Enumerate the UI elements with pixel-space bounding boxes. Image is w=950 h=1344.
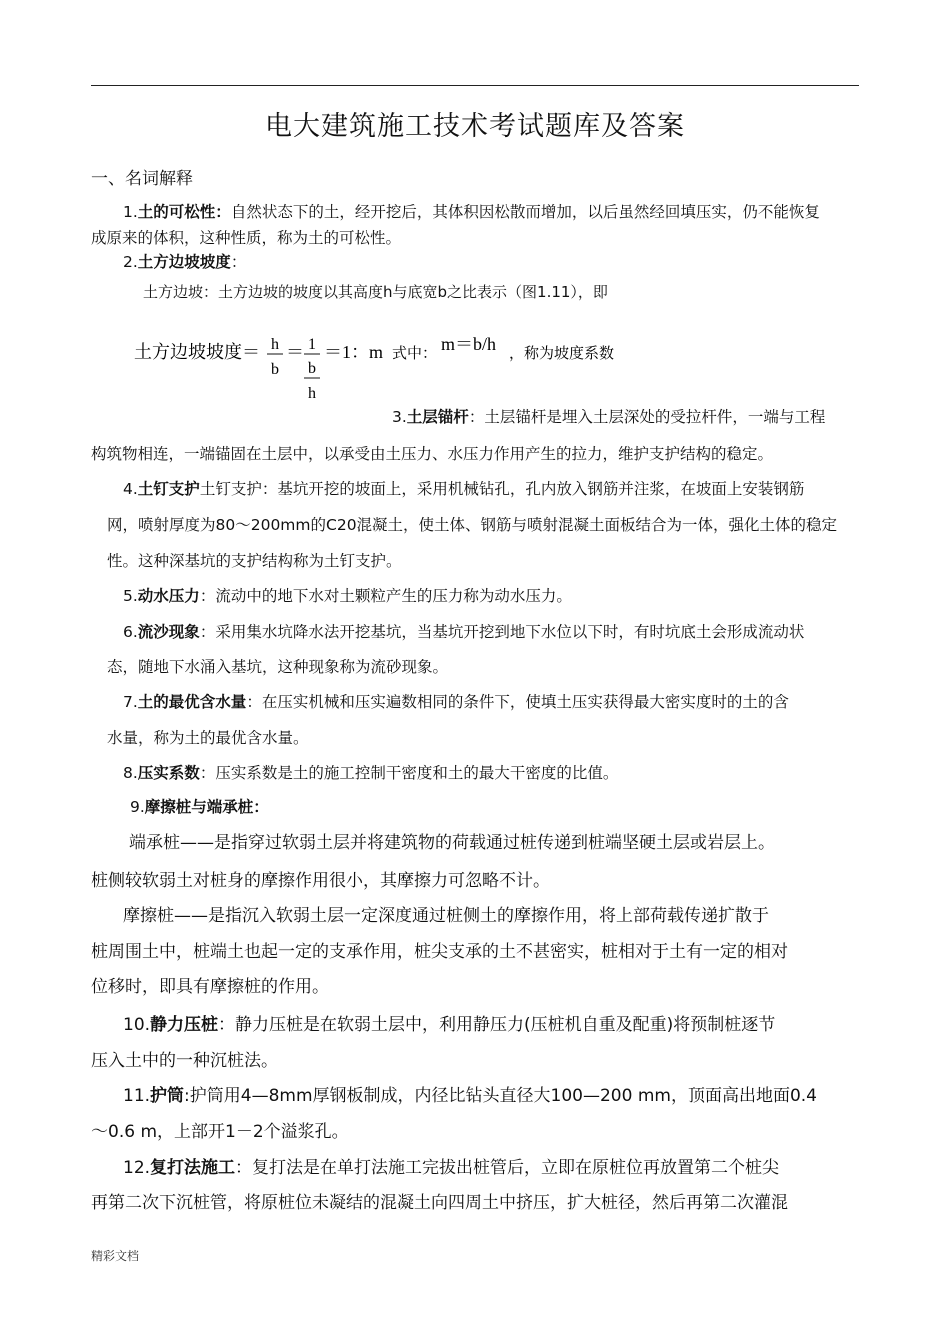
term-4-cont: 网，喷射厚度为80～200mm的C20混凝土，使土体、钢筋与喷射混凝土面板结合为一体，强化土体的稳定 — [107, 516, 838, 534]
item-number: 12. — [123, 1158, 151, 1178]
term-text: 土钉支护：基坑开挖的坡面上，采用机械钻孔，孔内放入钢筋并注浆，在坡面上安装钢筋 — [199, 480, 805, 498]
term-text: ：土层锚杆是埋入土层深处的受拉杆件，一端与工程 — [468, 408, 826, 426]
section-heading: 一、名词解释 — [91, 169, 193, 189]
term-text: ：复打法是在单打法施工完拔出桩管后，立即在原桩位再放置第二个桩尖 — [235, 1158, 780, 1178]
term-title: 动水压力 — [137, 587, 200, 605]
term-9-p1: 端承桩——是指穿过软弱土层并将建筑物的荷载通过桩传递到桩端坚硬土层或岩层上。 — [129, 833, 775, 853]
term-9-p2-cont: 桩周围土中，桩端土也起一定的支承作用，桩尖支承的土不甚密实，桩相对于土有一定的相对 — [91, 942, 788, 962]
term-9-p2-cont: 位移时，即具有摩擦桩的作用。 — [91, 977, 329, 997]
term-colon: ： — [230, 253, 247, 271]
item-number: 7. — [123, 693, 138, 711]
term-7-cont: 水量，称为土的最优含水量。 — [107, 729, 309, 747]
term-title: 土方边坡坡度 — [137, 253, 231, 271]
frac2-num: 1 — [308, 336, 316, 353]
item-number: 5. — [123, 587, 138, 605]
formula-tail: ，称为坡度系数 — [509, 344, 615, 362]
term-text: ：采用集水坑降水法开挖基坑，当基坑开挖到地下水位以下时，有时坑底土会形成流动状 — [199, 623, 805, 641]
term-text: ：压实系数是土的施工控制干密度和土的最大干密度的比值。 — [199, 764, 619, 782]
term-text: 自然状态下的土，经开挖后，其体积因松散而增加，以后虽然经回填压实，仍不能恢复 — [230, 203, 820, 221]
term-10 — [123, 1010, 775, 1035]
item-number: 8. — [123, 764, 138, 782]
term-12 — [123, 1153, 779, 1178]
term-4 — [123, 477, 804, 499]
formula-eq: ＝ — [286, 342, 304, 362]
term-2 — [123, 250, 246, 272]
term-2-text: 土方边坡：土方边坡的坡度以其高度h与底宽b之比表示（图1.11），即 — [143, 283, 608, 301]
term-title: 土钉支护 — [137, 480, 200, 498]
item-number: 9. — [130, 798, 145, 816]
slope-formula — [134, 326, 654, 406]
page-title: 电大建筑施工技术考试题库及答案 — [265, 111, 685, 142]
item-number: 11. — [123, 1086, 151, 1106]
term-3-cont: 构筑物相连，一端锚固在土层中，以承受由土压力、水压力作用产生的拉力，维护支护结构的稳定。 — [91, 445, 774, 463]
term-6-cont: 态，随地下水涌入基坑，这种现象称为流砂现象。 — [107, 658, 449, 676]
item-number: 6. — [123, 623, 138, 641]
item-number: 4. — [123, 480, 138, 498]
term-4-cont: 性。这种深基坑的支护结构称为土钉支护。 — [107, 552, 402, 570]
term-9-p1-cont: 桩侧较软弱土对桩身的摩擦作用很小，其摩擦力可忽略不计。 — [91, 871, 550, 891]
term-1-cont: 成原来的体积，这种性质，称为土的可松性。 — [91, 229, 402, 247]
term-title: 土层锚杆 — [406, 408, 469, 426]
formula-right: ＝1：m — [324, 342, 384, 362]
term-text: ：静力压桩是在软弱土层中，利用静压力(压桩机自重及配重)将预制桩逐节 — [218, 1015, 776, 1035]
term-title: 静力压桩 — [150, 1015, 219, 1035]
term-5 — [123, 584, 572, 606]
formula-m: m＝b/h — [441, 334, 497, 354]
item-number: 3. — [392, 408, 407, 426]
term-title: 复打法施工 — [150, 1158, 236, 1178]
term-10-cont: 压入土中的一种沉桩法。 — [91, 1051, 278, 1071]
frac1-den: b — [271, 361, 279, 378]
term-12-cont: 再第二次下沉桩管，将原桩位未凝结的混凝土向四周土中挤压，扩大桩径，然后再第二次灌混 — [91, 1193, 788, 1213]
item-number: 2. — [123, 253, 138, 271]
term-11 — [123, 1081, 817, 1106]
page-footer: 精彩文档 — [91, 1249, 140, 1263]
term-3 — [392, 405, 825, 427]
term-title: 压实系数 — [137, 764, 200, 782]
header-rule — [91, 85, 859, 86]
term-title: 流沙现象 — [137, 623, 200, 641]
term-title: 护筒 — [150, 1086, 185, 1106]
term-9-p2: 摩擦桩——是指沉入软弱土层一定深度通过桩侧土的摩擦作用，将上部荷载传递扩散于 — [123, 906, 769, 926]
term-title: 土的最优含水量 — [137, 693, 247, 711]
term-6 — [123, 620, 804, 642]
term-text: ：流动中的地下水对土颗粒产生的压力称为动水压力。 — [199, 587, 572, 605]
item-number: 10. — [123, 1015, 151, 1035]
frac1-num: h — [271, 336, 279, 353]
term-title: 土的可松性： — [137, 203, 231, 221]
term-11-cont: ～0.6 m，上部开1－2个溢浆孔。 — [91, 1122, 349, 1142]
formula-left: 土方边坡坡度＝ — [134, 342, 260, 362]
term-title: 摩擦桩与端承桩： — [144, 798, 269, 816]
term-text: ：在压实机械和压实遍数相同的条件下，使填土压实获得最大密实度时的土的含 — [246, 693, 789, 711]
frac2-den-den: h — [308, 385, 316, 402]
term-9 — [130, 795, 269, 817]
term-text: :护筒用4—8mm厚钢板制成，内径比钻头直径大100—200 mm，顶面高出地面0.4 — [184, 1086, 817, 1106]
formula-where: 式中： — [392, 344, 438, 362]
frac2-den-num: b — [308, 360, 316, 377]
term-7 — [123, 690, 789, 712]
term-8 — [123, 761, 618, 783]
term-1 — [123, 200, 820, 222]
item-number: 1. — [123, 203, 138, 221]
